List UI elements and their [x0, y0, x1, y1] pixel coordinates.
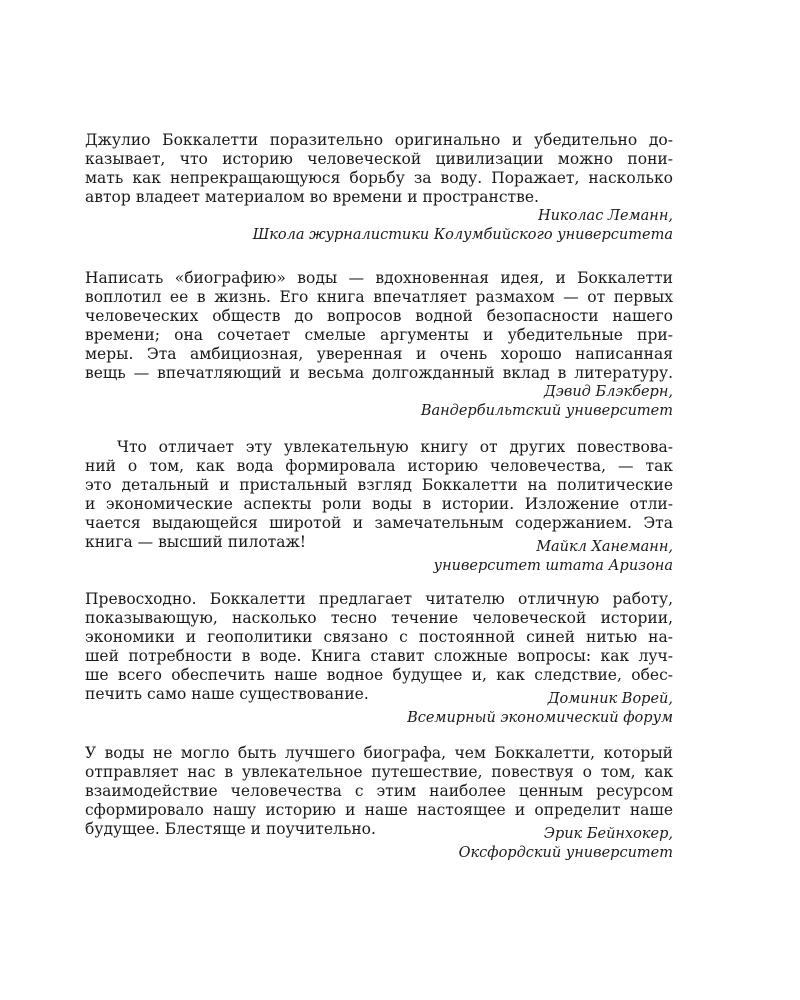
quote-line: ний о том, как вода формировала историю человечества, — так — [85, 457, 673, 475]
quote-line: Написать «биографию» воды — вдохновенная идея, и Боккалетти — [85, 269, 673, 287]
quote-end-row — [85, 533, 673, 555]
quote-affiliation: Школа журналистики Колумбийского университета — [252, 227, 673, 243]
quote-author: Майкл Ханеманн, — [536, 539, 673, 555]
quote-line: Превосходно. Боккалетти предлагает читателю отличную работу, — [85, 590, 673, 608]
quote-affiliation: Оксфордский университет — [458, 845, 673, 861]
quote-line: чается выдающейся широтой и замечательным содержанием. Эта — [85, 514, 673, 532]
quote-affiliation: Вандербильтский университет — [420, 403, 673, 419]
quote-line: показывающую, насколько тесно течение человеческой истории, — [85, 609, 673, 627]
review-quote-2 — [85, 269, 673, 421]
quote-line: отправляет нас в увлекательное путешествие, повествуя о том, как — [85, 763, 673, 781]
quote-line: ше всего обеспечить наше водное будущее и, как следствие, обес- — [85, 666, 673, 684]
quote-line: У воды не могло быть лучшего биографа, чем Боккалетти, который — [85, 744, 673, 762]
review-quote-3 — [85, 438, 673, 576]
quote-end-row — [85, 685, 673, 707]
review-quote-5 — [85, 744, 673, 863]
review-quote-1 — [85, 131, 673, 245]
quote-line: Джулио Боккалетти поразительно оригинально и убедительно до- — [85, 131, 673, 149]
quote-line: человеческих обществ до вопросов водной безопасности нашего — [85, 307, 673, 325]
quote-line: времени; она сочетает смелые аргументы и убедительные при- — [85, 326, 673, 344]
quote-line: это детальный и пристальный взгляд Боккалетти на политические — [85, 476, 673, 494]
quote-affiliation: Всемирный экономический форум — [407, 710, 673, 726]
quote-line: мать как непрекращающуюся борьбу за воду. Поражает, насколько — [85, 169, 673, 187]
quote-author: Дэвид Блэкберн, — [543, 384, 673, 400]
quote-author: Эрик Бейнхокер, — [543, 826, 673, 842]
quote-line: вещь — впечатляющий и весьма долгожданный вклад в литературу. — [85, 364, 673, 382]
quote-end-row — [85, 820, 673, 842]
quote-line: книга — высший пилотаж! — [85, 533, 306, 551]
quote-line: казывает, что историю человеческой цивилизации можно пони- — [85, 150, 673, 168]
quote-line: шей потребности в воде. Книга ставит сложные вопросы: как луч- — [85, 647, 673, 665]
quote-line: меры. Эта амбициозная, уверенная и очень хорошо написанная — [85, 345, 673, 363]
quote-affiliation: университет штата Аризона — [433, 558, 673, 574]
quote-line: автор владеет материалом во времени и пространстве. — [85, 188, 539, 206]
quote-line: воплотил ее в жизнь. Его книга впечатляет размахом — от первых — [85, 288, 673, 306]
quote-line: будущее. Блестяще и поучительно. — [85, 820, 376, 838]
quote-line: экономики и геополитики связано с постоянной синей нитью на- — [85, 628, 673, 646]
review-quote-4 — [85, 590, 673, 728]
quote-line: печить само наше существование. — [85, 685, 369, 703]
quote-author: Николас Леманн, — [537, 208, 673, 224]
quote-line: Что отличает эту увлекательную книгу от других повествова- — [117, 438, 673, 456]
quote-line: и экономические аспекты роли воды в истории. Изложение отли- — [85, 495, 673, 513]
quote-line: сформировало нашу историю и наше настоящее и определит наше — [85, 801, 673, 819]
quote-author: Доминик Ворей, — [547, 691, 673, 707]
quote-line: взаимодействие человечества с этим наиболее ценным ресурсом — [85, 782, 673, 800]
